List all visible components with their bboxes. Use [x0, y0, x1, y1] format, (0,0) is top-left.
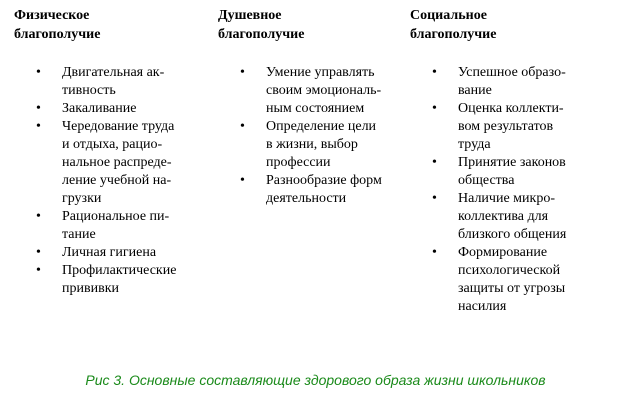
figure-caption: Рис 3. Основные составляющие здорового образа жизни школьников: [85, 372, 546, 388]
list-item: [14, 208, 210, 244]
list-item-text: Умение управлять своим эмоциональ- ным состоянием: [266, 65, 382, 116]
bullet-icon: •: [36, 101, 41, 116]
list-item: [218, 118, 408, 172]
list-item: [14, 100, 210, 118]
list-item-text: Личная гигиена: [62, 245, 157, 260]
column-heading: Душевное благополучие: [218, 8, 305, 42]
bullet-icon: •: [432, 245, 437, 260]
list-item-text: Оценка коллекти- вом результатов труда: [458, 101, 564, 152]
list-item: [218, 172, 408, 208]
list-item: [14, 244, 210, 262]
bullet-icon: •: [36, 65, 41, 80]
list-item-text: Рациональное пи- тание: [62, 209, 170, 242]
list-item-text: Определение цели в жизни, выбор профессии: [266, 119, 377, 170]
list-item-text: Принятие законов общества: [458, 155, 566, 188]
bullet-icon: •: [432, 101, 437, 116]
bullet-icon: •: [36, 209, 41, 224]
list-item-text: Разнообразие форм деятельности: [266, 173, 382, 206]
bullet-icon: •: [432, 155, 437, 170]
list-item: [14, 262, 210, 298]
list-item-text: Успешное образо- вание: [458, 65, 566, 98]
bullet-icon: •: [432, 191, 437, 206]
column-mental-wellbeing: [218, 6, 408, 208]
bullet-icon: •: [36, 263, 41, 278]
bullet-icon: •: [36, 245, 41, 260]
bullet-icon: •: [240, 65, 245, 80]
column-heading: Физическое благополучие: [14, 8, 101, 42]
list-item-text: Формирование психологической защиты от угрозы насилия: [458, 245, 566, 314]
list-item: [410, 244, 610, 316]
bullet-icon: •: [432, 65, 437, 80]
column-social-wellbeing: [410, 6, 610, 316]
list-item: [410, 190, 610, 244]
list-item-text: Чередование труда и отдыха, рацио- нальное распреде- ление учебной на- грузки: [62, 119, 175, 206]
list-item-text: Профилактические прививки: [62, 263, 177, 296]
bullet-icon: •: [36, 119, 41, 134]
bullet-icon: •: [240, 119, 245, 134]
column-physical-wellbeing: [14, 6, 210, 298]
bullet-list: [410, 64, 610, 316]
list-item: [14, 118, 210, 208]
list-item: [410, 100, 610, 154]
bullet-list: [218, 64, 408, 208]
list-item-text: Наличие микро- коллектива для близкого общения: [458, 191, 567, 242]
list-item: [410, 154, 610, 190]
column-heading: Социальное благополучие: [410, 8, 497, 42]
list-item-text: Двигательная ак- тивность: [62, 65, 165, 98]
list-item: [218, 64, 408, 118]
list-item: [410, 64, 610, 100]
list-item-text: Закаливание: [62, 101, 137, 116]
list-item: [14, 64, 210, 100]
bullet-icon: •: [240, 173, 245, 188]
bullet-list: [14, 64, 210, 298]
